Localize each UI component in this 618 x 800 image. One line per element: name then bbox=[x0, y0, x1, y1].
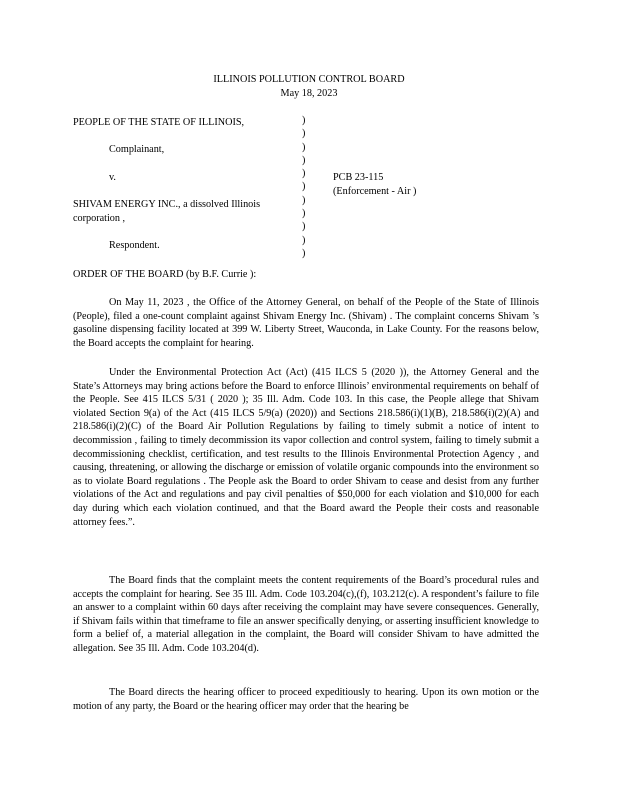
order-title: ORDER OF THE BOARD (by B.F. Currie ): bbox=[73, 269, 257, 280]
paragraph-3 bbox=[73, 574, 539, 656]
caption-paren: ) bbox=[302, 221, 306, 233]
plaintiff-role: Complainant, bbox=[109, 144, 165, 155]
paragraph-text: The Board finds that the complaint meets the content requirements of the Board’s procedural rules and accepts the complaint for hearing. See 35 Ill. Adm. Code 103.204(c),(f), 103.212(c). A respondent’s failure to file an answer to a complaint within 60 days after receiving the complaint may have severe consequences. Generally, if Shivam fails within that timeframe to file an answer specifically denying, or asserting insufficient knowledge to form a belief of, a material allegation in the complaint, the Board will consider Shivam to have admitted the allegation. See 35 Ill. Adm. Code 103.204(d). bbox=[73, 575, 539, 654]
caption-paren: ) bbox=[302, 181, 306, 193]
case-type: (Enforcement - Air ) bbox=[333, 186, 417, 197]
case-number-block bbox=[333, 171, 416, 199]
caption-paren: ) bbox=[302, 154, 306, 166]
paragraph-1 bbox=[73, 296, 539, 350]
paragraph-text: The Board directs the hearing officer to proceed expeditiously to hearing. Upon its own motion or the motion of any party, the Board or the hearing officer may order that the hearing be bbox=[73, 687, 539, 712]
board-name: ILLINOIS POLLUTION CONTROL BOARD bbox=[213, 74, 405, 85]
caption-paren: ) bbox=[302, 194, 306, 206]
caption-paren: ) bbox=[302, 168, 306, 180]
caption-paren: ) bbox=[302, 141, 306, 153]
caption-paren: ) bbox=[302, 115, 306, 126]
defendant-name-line1: SHIVAM ENERGY INC., a dissolved Illinois bbox=[73, 199, 261, 210]
defendant-name-line2: corporation , bbox=[73, 213, 126, 224]
caption-parentheses bbox=[302, 114, 312, 260]
caption-paren: ) bbox=[302, 234, 306, 246]
caption-paren: ) bbox=[302, 128, 306, 140]
order-date: May 18, 2023 bbox=[280, 88, 338, 99]
defendant-role: Respondent. bbox=[109, 240, 160, 251]
caption-paren: ) bbox=[302, 208, 306, 220]
paragraph-text: Under the Environmental Protection Act (Act) (415 ILCS 5 (2020 )), the Attorney General and the State’s Attorneys may bring actions before the Board to enforce Illinois’ environmental requirements on behalf of the People. See 415 ILCS 5/31 ( 2020 ); 35 Ill. Adm. Code 103. In this case, the People allege that Shivam violated Section 9(a) of the Act (415 ILCS 5/9(a) (2020)) and Sections 218.586(i)(1)(B), 218.586(i)(2)(A) and 218.586(i)(2)(C) of the Board Air Pollution Regulations by failing to timely submit a notice of intent to decommission , failing to timely decommission its vapor collection and control system, failing to timely submit a decommissioning checklist, certification, and test results to the Illinois Environmental Protection Agency , and causing, threatening, or allowing the discharge or emission of volatile organic compounds into the environment so as to violate Board regulations . The People ask the Board to order Shivam to cease and desist from any further violations of the Act and regulations and pay civil penalties of $50,000 for each violation and $10,000 for each day during which each violation continued, and that the Board award the People their costs and reasonable attorney fees.”. bbox=[73, 367, 539, 528]
case-number: PCB 23-115 bbox=[333, 172, 384, 183]
document-header bbox=[0, 73, 618, 101]
caption-paren: ) bbox=[302, 247, 306, 259]
paragraph-text: On May 11, 2023 , the Office of the Attorney General, on behalf of the People of the State of Illinois (People), filed a one-count complaint against Shivam Energy Inc. (Shivam) . The complaint concerns Shivam ’s gasoline dispensing facility located at 399 W. Liberty Street, Wauconda, in Lake County. For the reasons below, the Board accepts the complaint for hearing. bbox=[73, 297, 539, 349]
paragraph-4 bbox=[73, 686, 539, 713]
paragraph-2 bbox=[73, 366, 539, 529]
plaintiff-name: PEOPLE OF THE STATE OF ILLINOIS, bbox=[73, 117, 245, 128]
versus-label: v. bbox=[109, 172, 116, 183]
